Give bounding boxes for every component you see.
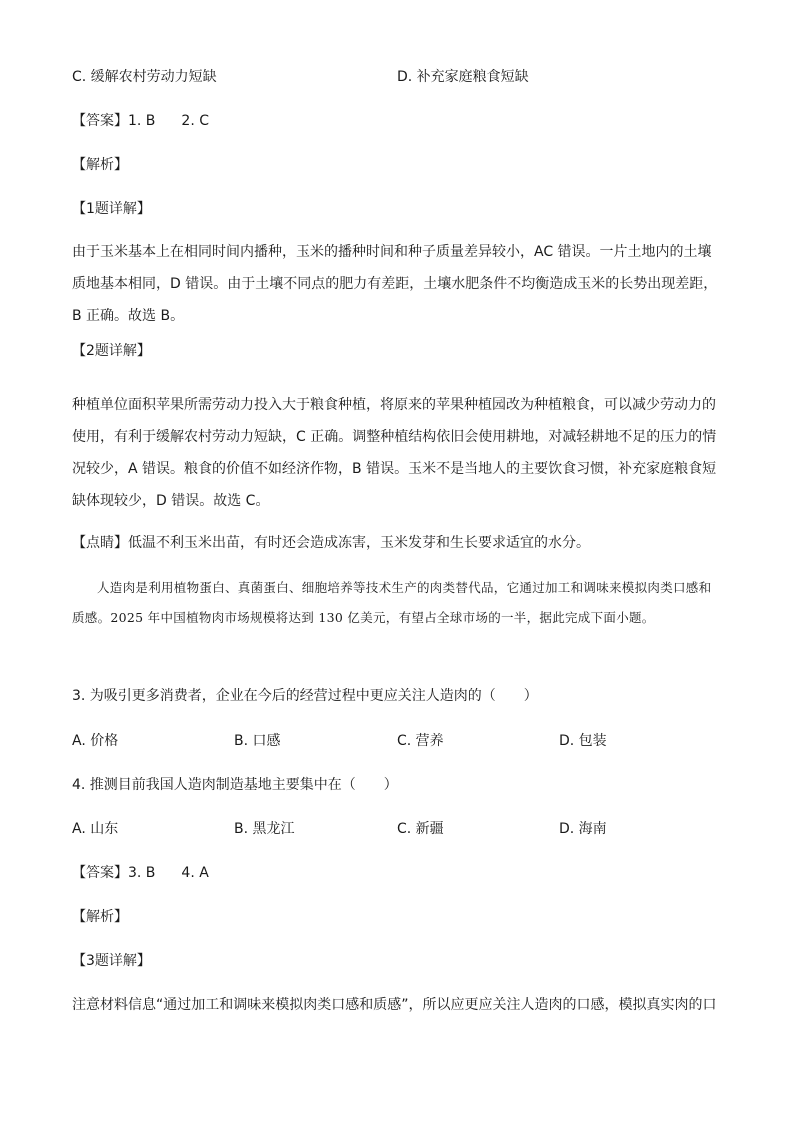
q2-option-c: C. 缓解农村劳动力短缺 xyxy=(72,69,217,85)
detail-heading: 【1题详解】 xyxy=(72,201,151,217)
answer-value: 4. A xyxy=(181,865,209,881)
option: A. 山东 xyxy=(72,821,119,837)
answer-line-1 xyxy=(72,110,209,132)
option: A. 价格 xyxy=(72,733,119,749)
option: C. 营养 xyxy=(397,733,444,749)
detail-text: 由于玉米基本上在相同时间内播种，玉米的播种时间和种子质量差异较小，AC 错误。一片土地内的土壤质地基本相同，D 错误。由于土壤不同点的肥力有差距，土壤水肥条件不均衡造成玉米的长势出现差距，B 正确。故选 B。 xyxy=(72,244,718,324)
option: B. 口感 xyxy=(234,733,281,749)
tip-text: 【点睛】低温不利玉米出苗，有时还会造成冻害，玉米发芽和生长要求适宜的水分。 xyxy=(72,535,590,551)
answer-label: 【答案】 xyxy=(72,113,128,129)
answer-label: 【答案】 xyxy=(72,865,128,881)
answer-value: 2. C xyxy=(181,113,210,129)
option: D. 海南 xyxy=(559,821,607,837)
q2-option-d: D. 补充家庭粮食短缺 xyxy=(397,69,529,85)
answer-line-2 xyxy=(72,862,209,884)
detail-text: 种植单位面积苹果所需劳动力投入大于粮食种植，将原来的苹果种植园改为种植粮食，可以减少劳动力的使用，有利于缓解农村劳动力短缺，C 正确。调整种植结构依旧会使用耕地，对减轻耕地不足的压力的情况较少，A 错误。粮食的价值不如经济作物，B 错误。玉米不是当地人的主要饮食习惯，补充家庭粮食短缺体现较少，D 错误。故选 C。 xyxy=(72,397,717,509)
detail-text: 注意材料信息“通过加工和调味来模拟肉类口感和质感”，所以应更应关注人造肉的口感，模拟真实肉的口 xyxy=(72,997,717,1013)
option: B. 黑龙江 xyxy=(234,821,295,837)
question-stem: 4. 推测目前我国人造肉制造基地主要集中在（ ） xyxy=(72,777,398,793)
analysis-heading: 【解析】 xyxy=(72,157,128,173)
analysis-heading: 【解析】 xyxy=(72,909,128,925)
detail-heading: 【2题详解】 xyxy=(72,343,151,359)
option: D. 包装 xyxy=(559,733,607,749)
detail-heading: 【3题详解】 xyxy=(72,953,151,969)
answer-value: 3. B xyxy=(128,865,156,881)
material-text: 人造肉是利用植物蛋白、真菌蛋白、细胞培养等技术生产的肉类替代品，它通过加工和调味来模拟肉类口感和质感。2025 年中国植物肉市场规模将达到 130 亿美元，有望占全球市场的一半，据此完成下面小题。 xyxy=(72,580,712,625)
answer-value: 1. B xyxy=(128,113,156,129)
option: C. 新疆 xyxy=(397,821,444,837)
question-stem: 3. 为吸引更多消费者，企业在今后的经营过程中更应关注人造肉的（ ） xyxy=(72,688,538,704)
